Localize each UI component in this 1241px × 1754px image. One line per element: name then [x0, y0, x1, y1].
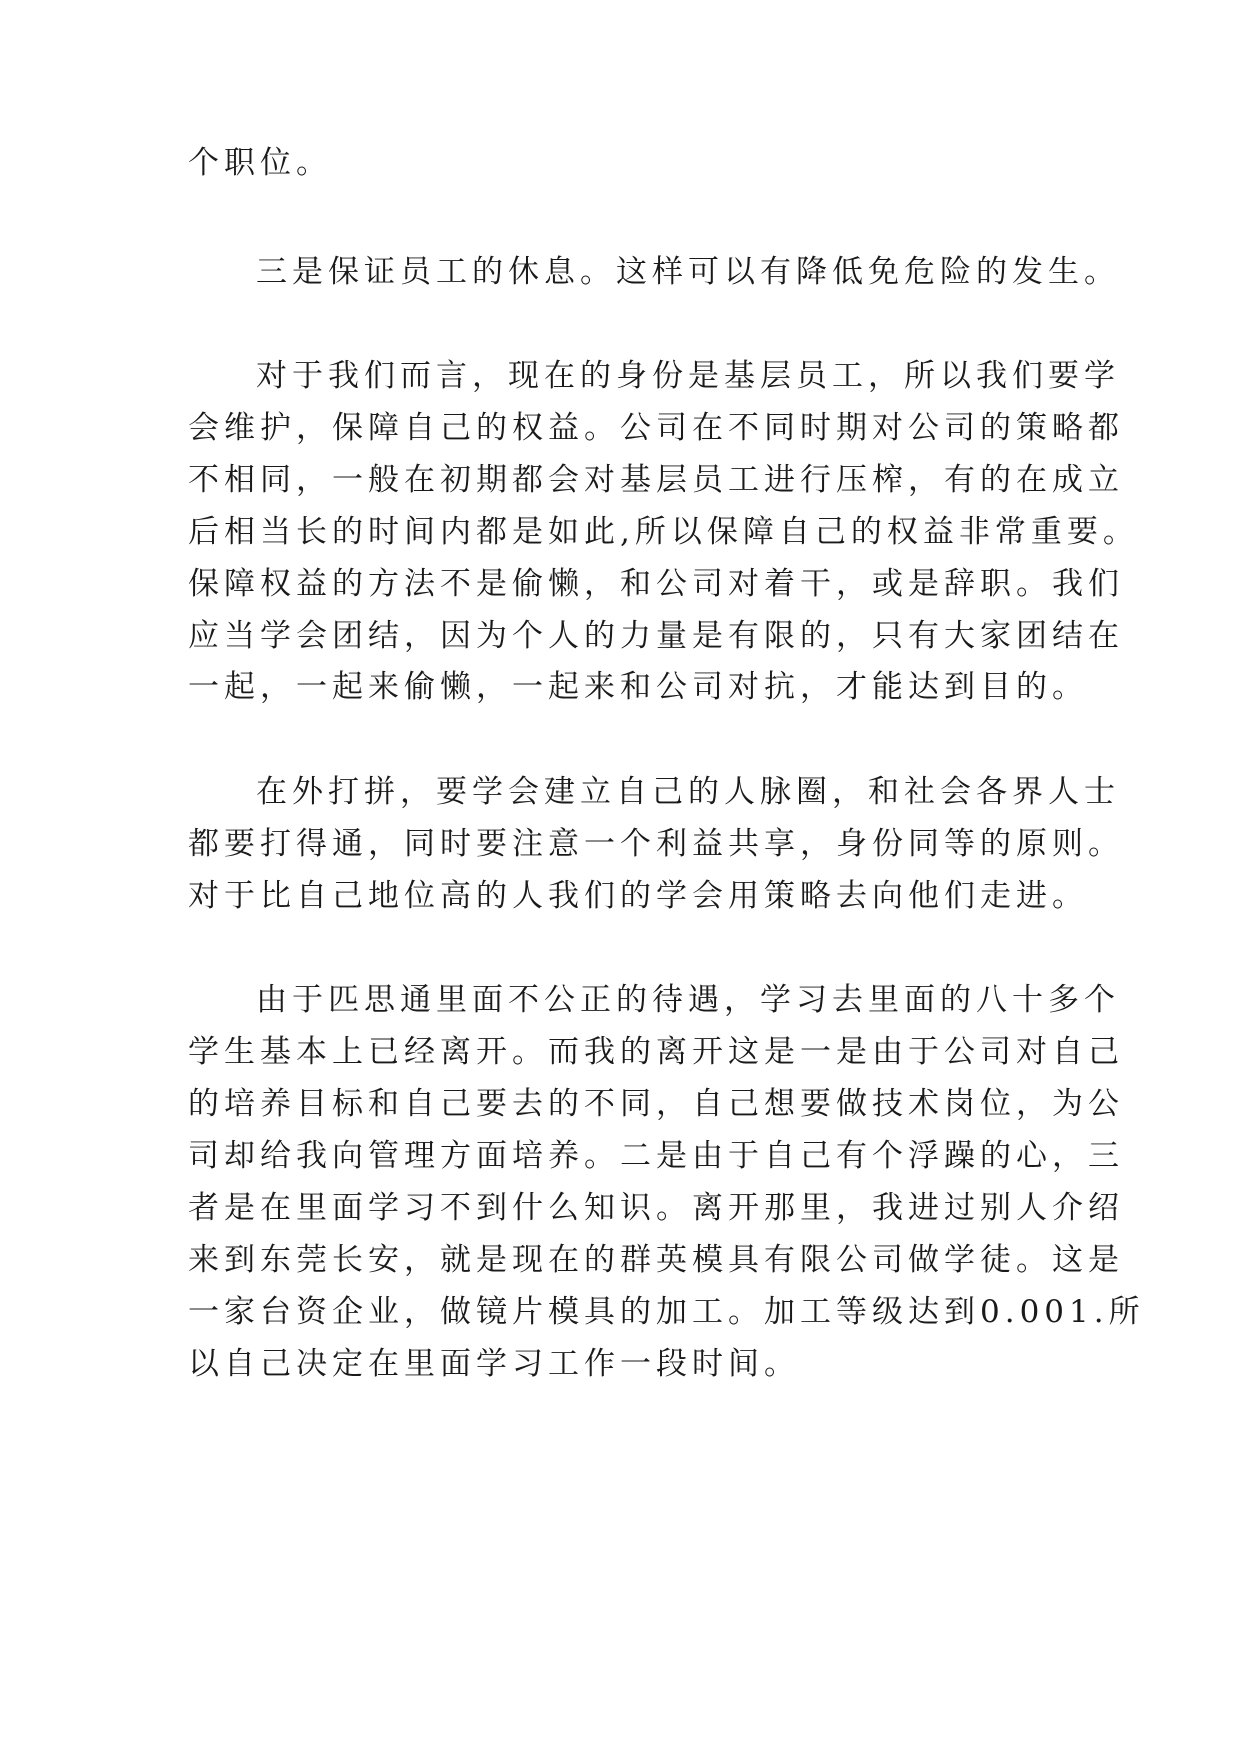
text-line: 一家台资企业，做镜片模具的加工。加工等级达到0.001.所 — [188, 1294, 1145, 1330]
text-line: 学生基本上已经离开。而我的离开这是一是由于公司对自己 — [188, 1034, 1124, 1070]
text-line: 后相当长的时间内都是如此,所以保障自己的权益非常重要。 — [188, 514, 1139, 550]
text-line: 对于我们而言，现在的身份是基层员工，所以我们要学 — [256, 358, 1120, 394]
text-line: 一起，一起来偷懒，一起来和公司对抗，才能达到目的。 — [188, 669, 1088, 705]
text-line: 以自己决定在里面学习工作一段时间。 — [188, 1346, 800, 1382]
text-line: 的培养目标和自己要去的不同，自己想要做技术岗位，为公 — [188, 1086, 1124, 1122]
text-line: 由于匹思通里面不公正的待遇，学习去里面的八十多个 — [256, 982, 1120, 1018]
text-line: 来到东莞长安，就是现在的群英模具有限公司做学徒。这是 — [188, 1242, 1124, 1278]
text-line: 会维护，保障自己的权益。公司在不同时期对公司的策略都 — [188, 410, 1124, 446]
text-line: 个职位。 — [188, 145, 332, 181]
text-line: 应当学会团结，因为个人的力量是有限的，只有大家团结在 — [188, 618, 1124, 654]
text-line: 者是在里面学习不到什么知识。离开那里，我进过别人介绍 — [188, 1190, 1124, 1226]
text-line: 对于比自己地位高的人我们的学会用策略去向他们走进。 — [188, 878, 1088, 914]
text-line: 都要打得通，同时要注意一个利益共享，身份同等的原则。 — [188, 826, 1124, 862]
text-line: 不相同，一般在初期都会对基层员工进行压榨，有的在成立 — [188, 462, 1124, 498]
text-line: 保障权益的方法不是偷懒，和公司对着干，或是辞职。我们 — [188, 566, 1124, 602]
text-line: 司却给我向管理方面培养。二是由于自己有个浮躁的心，三 — [188, 1138, 1124, 1174]
text-line: 三是保证员工的休息。这样可以有降低免危险的发生。 — [256, 254, 1120, 290]
text-line: 在外打拼，要学会建立自己的人脉圈，和社会各界人士 — [256, 774, 1120, 810]
